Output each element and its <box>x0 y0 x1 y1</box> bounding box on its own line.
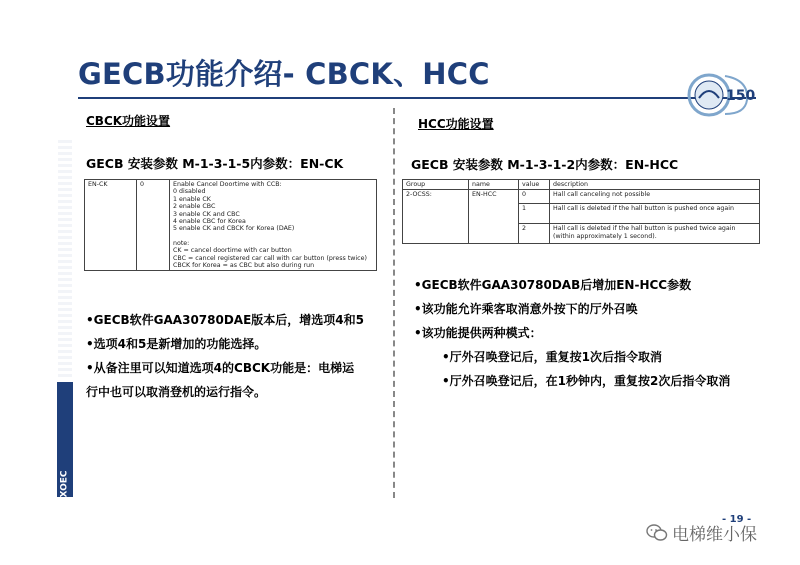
title-divider <box>78 97 756 99</box>
table-cell-description: Hall call is deleted if the hall button is pushed twice again (within approximately 1 second). <box>550 224 760 244</box>
column-header: value <box>519 180 550 190</box>
table-cell-value: 0 <box>519 190 550 204</box>
wechat-icon <box>646 524 668 542</box>
table-cell-description: Hall call canceling not possible <box>550 190 760 204</box>
list-item: •该功能允许乘客取消意外按下的厅外召唤 <box>414 302 638 316</box>
svg-text:150: 150 <box>726 88 755 104</box>
table-cell-name: EN-HCC <box>469 190 519 244</box>
list-item: •GECB软件GAA30780DAB后增加EN-HCC参数 <box>414 278 692 292</box>
table-header-row <box>403 180 760 190</box>
watermark <box>646 520 757 545</box>
list-item: •GECB软件GAA30780DAE版本后，增选项4和5 <box>86 313 364 327</box>
column-header: Group <box>403 180 469 190</box>
en-hcc-parameter-table <box>402 179 760 244</box>
list-item: •厅外召唤登记后，在1秒钟内，重复按2次后指令取消 <box>442 374 731 388</box>
list-item: 行中也可以取消登机的运行指令。 <box>86 385 267 399</box>
cbck-bullet-list <box>86 308 364 404</box>
cbck-param-line: GECB 安装参数 M-1-3-1-5内参数：EN-CK <box>86 156 344 171</box>
table-cell-description: Hall call is deleted if the hall button is pushed once again <box>550 204 760 224</box>
watermark-text: 电梯维小保 <box>672 525 757 545</box>
hcc-section-heading: HCC功能设置 <box>418 117 494 131</box>
page-title: GECB功能介绍- CBCK、HCC <box>78 57 490 91</box>
table-cell-value: 0 <box>137 180 170 271</box>
table-cell-group: 2-OCSS: <box>403 190 469 244</box>
table-cell-description: Enable Cancel Doortime with CCB: 0 disabled 1 enable CK 2 enable CBC 3 enable CK and CBC 4 enable CBC for Korea 5 enable CK and CBCK for Korea (DAE) note: CK = cancel doortime with car button CBC = cancel registered car call with car button (press twice) CBCK for Korea = as CBC but also during run <box>170 180 377 271</box>
column-header: description <box>550 180 760 190</box>
table-row <box>85 180 377 271</box>
table-cell-value: 1 <box>519 204 550 224</box>
column-divider <box>393 108 395 498</box>
brand-side-label: XOEC <box>60 470 70 498</box>
anniversary-logo-icon <box>685 68 755 118</box>
side-stripe <box>58 140 72 380</box>
page-number: - 19 - <box>722 514 752 525</box>
table-cell-name: EN-CK <box>85 180 137 271</box>
hcc-bullet-list <box>414 273 730 393</box>
list-item: •厅外召唤登记后，重复按1次后指令取消 <box>442 350 663 364</box>
table-cell-value: 2 <box>519 224 550 244</box>
hcc-param-line: GECB 安装参数 M-1-3-1-2内参数：EN-HCC <box>411 157 679 172</box>
column-header: name <box>469 180 519 190</box>
cbck-section-heading: CBCK功能设置 <box>86 114 171 128</box>
table-row <box>403 190 760 204</box>
list-item: •该功能提供两种模式： <box>414 326 542 340</box>
list-item: •从备注里可以知道选项4的CBCK功能是：电梯运 <box>86 361 355 375</box>
en-ck-parameter-table <box>84 179 377 271</box>
list-item: •选项4和5是新增加的功能选择。 <box>86 337 267 351</box>
